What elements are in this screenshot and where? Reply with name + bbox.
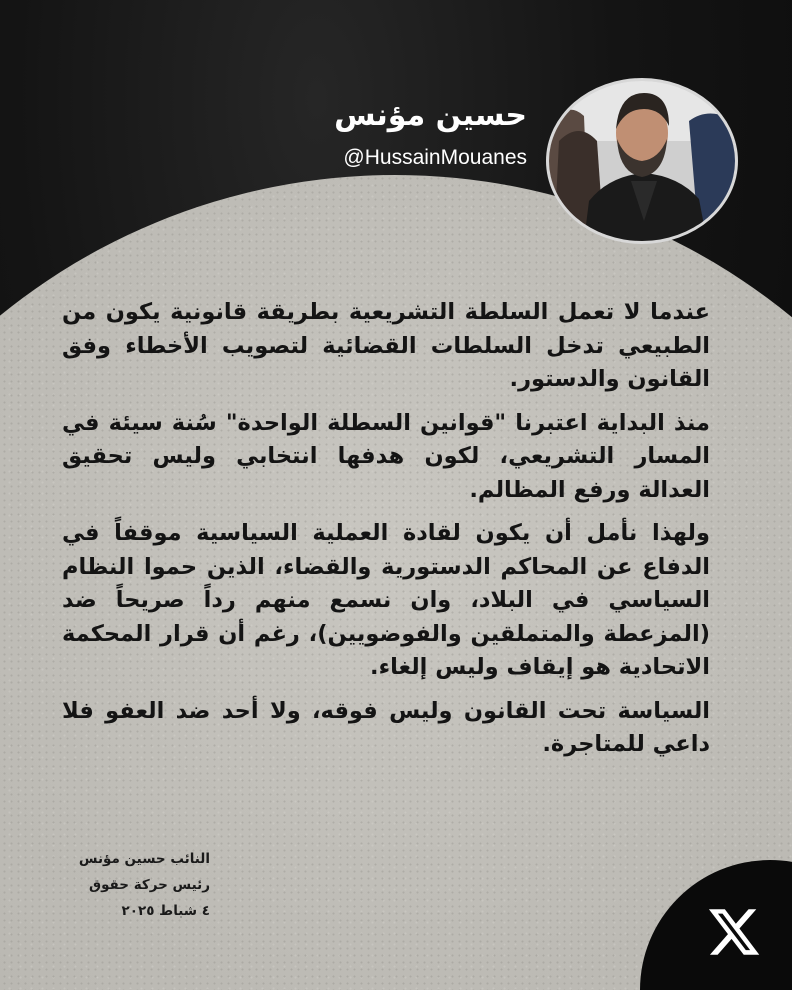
avatar-photo (549, 81, 735, 241)
statement-paragraph: عندما لا تعمل السلطة التشريعية بطريقة قانونية يكون من الطبيعي تدخل السلطات القضائية لتصويب الأخطاء وفق القانون والدستور. (62, 299, 710, 392)
signature-block (60, 846, 210, 924)
statement-paragraph: السياسة تحت القانون وليس فوقه، ولا أحد ضد العفو فلا داعي للمتاجرة. (62, 697, 710, 757)
profile-handle[interactable]: @HussainMouanes (343, 146, 527, 169)
signature-name: النائب حسين مؤنس (78, 851, 210, 867)
profile-name: حسين مؤنس (334, 98, 527, 133)
statement-paragraph: ولهذا نأمل أن يكون لقادة العملية السياسية موقفاً في الدفاع عن المحاكم الدستورية والقضاء، الذين حموا النظام السياسي في البلاد، وان نسمع منهم رداً صريحاً ضد (المزعطة والمتملقين والفوضويين)، رغم أن قرار المحكمة الاتحادية هو إيقاف وليس إلغاء. (62, 520, 710, 680)
profile-header (334, 96, 527, 172)
avatar[interactable] (546, 78, 738, 244)
signature-date: ٤ شباط ٢٠٢٥ (121, 903, 210, 919)
x-logo-icon[interactable] (706, 904, 762, 960)
signature-title: رئيس حركة حقوق (89, 877, 210, 893)
statement-body (62, 296, 710, 772)
statement-paragraph: منذ البداية اعتبرنا "قوانين السطلة الواحدة" سُنة سيئة في المسار التشريعي، لكون هدفها انتخابي وليس تحقيق العدالة ورفع المظالم. (62, 409, 710, 503)
